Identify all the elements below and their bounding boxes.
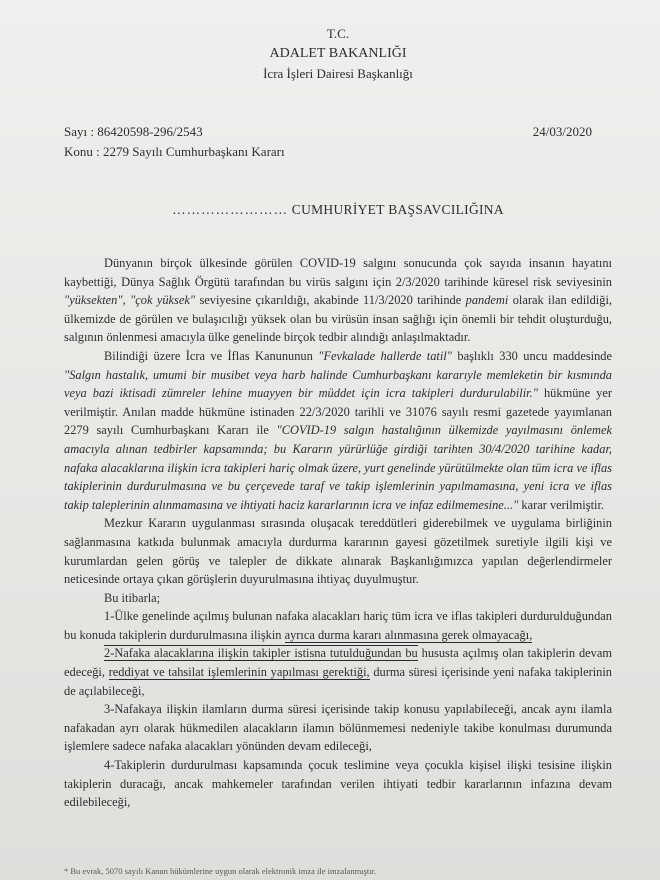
header-department: İcra İşleri Dairesi Başkanlığı xyxy=(263,66,413,81)
list-item-4: 4-Takiplerin durdurulması kapsamında çocuk teslimine veya çocukla kişisel ilişki tesisine ilişkin takiplerin duracağı, ancak mahkemeler tarafından verilen ihtiyati tedbir kararlarının infazına devam edilebileceği, xyxy=(64,758,612,810)
letter-body xyxy=(64,254,612,812)
paragraph-1: Dünyanın birçok ülkesinde görülen COVID-19 salgını sonucunda çok sayıda insanın hayatını kaybettiği, Dünya Sağlık Örgütü tarafından bu virüs salgını için 2/3/2020 tarihinde küresel risk seviyesinin "yüksekten", "çok yüksek" seviyesine çıkarıldığı, akabinde 11/3/2020 tarihinde pandemi olarak ilan edildiği, ülkemizde de görülen ve bulaşıcılığı yüksek olan bu virüsün insan sağlığı için önemli bir tehdit oluşturduğu, salgının önlenmesi amacıyla ülke genelinde birçok tedbir alındığı anlaşılmaktadır. xyxy=(64,256,612,345)
addressee-title: CUMHURİYET BAŞSAVCILIĞINA xyxy=(291,202,504,217)
addressee xyxy=(64,202,612,218)
paragraph-2: Bilindiği üzere İcra ve İflas Kanununun "Fevkalade hallerde tatil" başlıklı 330 uncu maddesinde "Salgın hastalık, umumi bir musibet veya harb halinde Cumhurbaşkanı kararıyle memleketin bir kısmında veya bazi iktisadi zümreler lehine muayyen bir müddet için icra takipleri durdurulabilir." hükmüne yer verilmiştir. Anılan madde hükmüne istinaden 22/3/2020 tarihli ve 31076 sayılı resmi gazetede yayımlanan 2279 sayılı Cumhurbaşkanı Kararı ile "COVID-19 salgın hastalığının ülkemizde yayılmasını önlemek amacıyla alınan tedbirler kapsamında; bu Kararın yürürlüğe girdiği tarihten 30/4/2020 tarihine kadar, nafaka alacaklarına ilişkin icra takipleri hariç olmak üzere, yurt genelinde yürütülmekte olan tüm icra ve iflas takiplerinin durdurulmasına ve bu çerçevede taraf ve takip işlemlerinin yapılmamasına, yeni icra ve iflas takip taleplerinin alınmamasına ve ihtiyati haciz kararlarının icra ve infaz edilmemesine..." karar verilmiştir. xyxy=(64,348,613,512)
document-date: 24/03/2020 xyxy=(532,124,592,139)
paragraph-4: Bu itibarla; xyxy=(104,590,161,605)
header-tc: T.C. xyxy=(326,26,350,41)
addressee-dots: …………………… xyxy=(172,202,289,217)
reference-number: Sayı : 86420598-296/2543 xyxy=(64,124,203,139)
list-item-3: 3-Nafakaya ilişkin ilamların durma süresi içerisinde takip konusu yapılabileceği, ancak aynı ilamla nafakadan ayrı olarak hükmedilen alacakların ilamın bölünmemesi nedeniyle takibe konulması durumunda işlemlere sadece nafaka alacakları yönünden devam edileceği, xyxy=(64,702,612,754)
e-signature-footnote: * Bu evrak, 5070 sayılı Kanun hükümlerine uygun olarak elektronik imza ile imzalanmıştır. xyxy=(64,866,377,876)
underlined-phrase: ayrıca durma kararı alınmasına gerek olmayacağı, xyxy=(284,627,533,642)
underlined-phrase: 2-Nafaka alacaklarına ilişkin takipler istisna tutulduğundan bu xyxy=(104,646,418,661)
list-item-1: 1-Ülke genelinde açılmış bulunan nafaka alacakları hariç tüm icra ve iflas takipleri durdurulduğundan bu konuda takiplerin durdurulmasına ilişkin ayrıca durma kararı alınmasına gerek olmayacağı, xyxy=(64,609,612,642)
document-meta xyxy=(64,122,612,162)
underlined-phrase: reddiyat ve tahsilat işlemlerinin yapılması gerektiği, xyxy=(108,665,370,680)
list-item-2: 2-Nafaka alacaklarına ilişkin takipler istisna tutulduğundan bu hususta açılmış olan takiplerin devam edeceği, reddiyat ve tahsilat işlemlerinin yapılması gerektiği, durma süresi içerisinde yeni nafaka takiplerinin de açılabileceği, xyxy=(64,646,612,698)
letterhead xyxy=(64,24,612,84)
paragraph-3: Mezkur Kararın uygulanması sırasında oluşacak tereddütleri giderebilmek ve uygulama birliğinin sağlanmasına katkıda bulunmak amacıyla durdurma kararının gayesi gözetilmek suretiyle ilgili kişi ve kurumlardan gelen görüş ve talepler de dikkate alınarak Başkanlığımızca yapılan değerlendirmeler neticesinde ortaya çıkan görüşlerin duyurulmasına ihtiyaç duyulmuştur. xyxy=(64,516,612,587)
subject-line: Konu : 2279 Sayılı Cumhurbaşkanı Kararı xyxy=(64,144,285,159)
header-ministry: ADALET BAKANLIĞI xyxy=(269,46,407,61)
